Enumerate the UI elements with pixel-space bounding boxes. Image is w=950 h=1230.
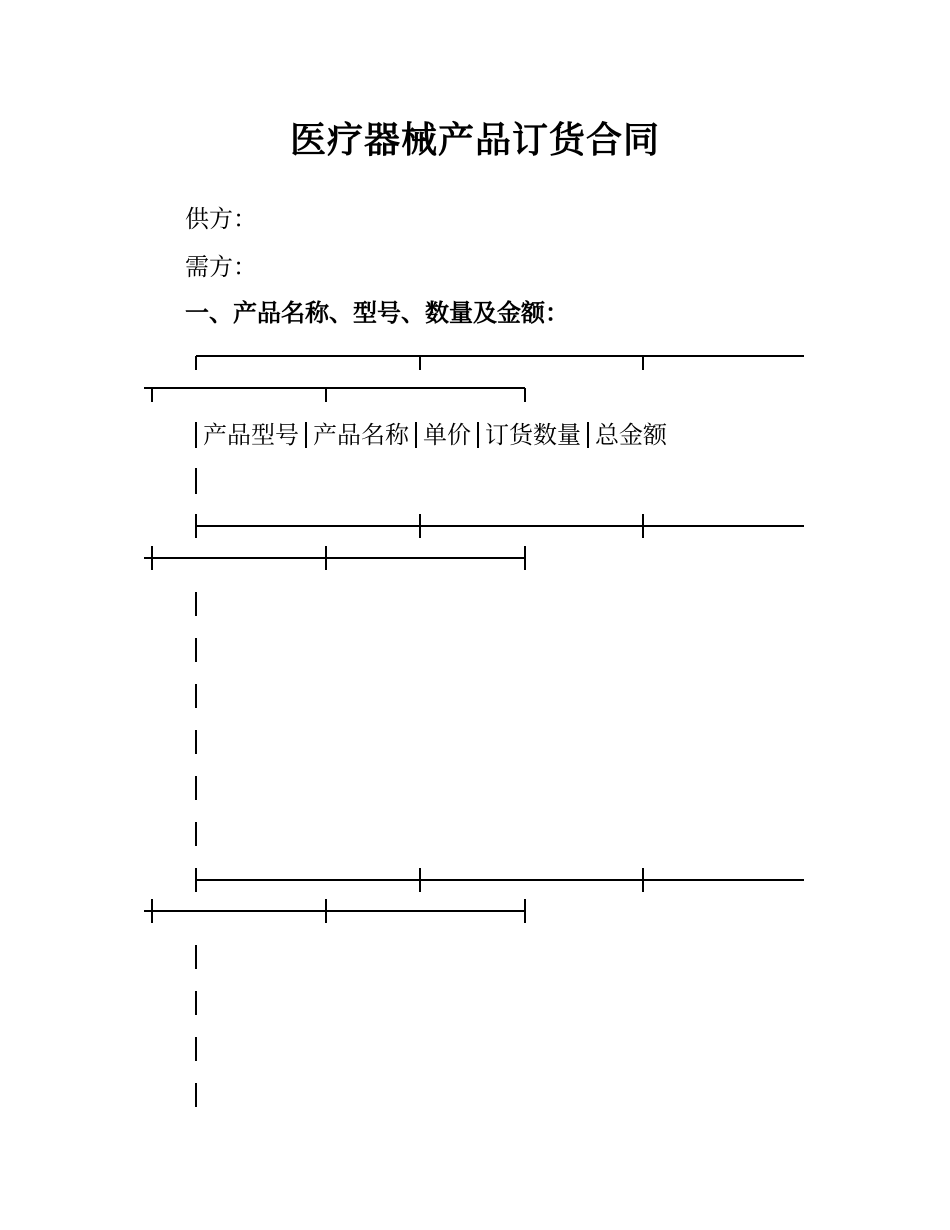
table-row-separator — [196, 514, 804, 538]
section-heading-products: 一、产品名称、型号、数量及金额： — [185, 299, 569, 327]
header-quantity: 订货数量 — [485, 421, 581, 449]
table-top-border — [196, 356, 804, 370]
header-unit-price: 单价 — [423, 421, 471, 449]
table-row-separator — [196, 868, 804, 892]
table-row-separator-wrap — [144, 546, 525, 570]
table-row-separator-wrap — [144, 899, 525, 923]
header-total: 总金额 — [595, 421, 667, 449]
page-title: 医疗器械产品订货合同 — [289, 120, 660, 161]
header-model: 产品型号 — [203, 421, 299, 449]
header-name: 产品名称 — [313, 421, 409, 449]
table-top-border-wrap — [144, 388, 525, 402]
buyer-label: 需方： — [185, 253, 257, 281]
supplier-label: 供方： — [185, 205, 257, 233]
